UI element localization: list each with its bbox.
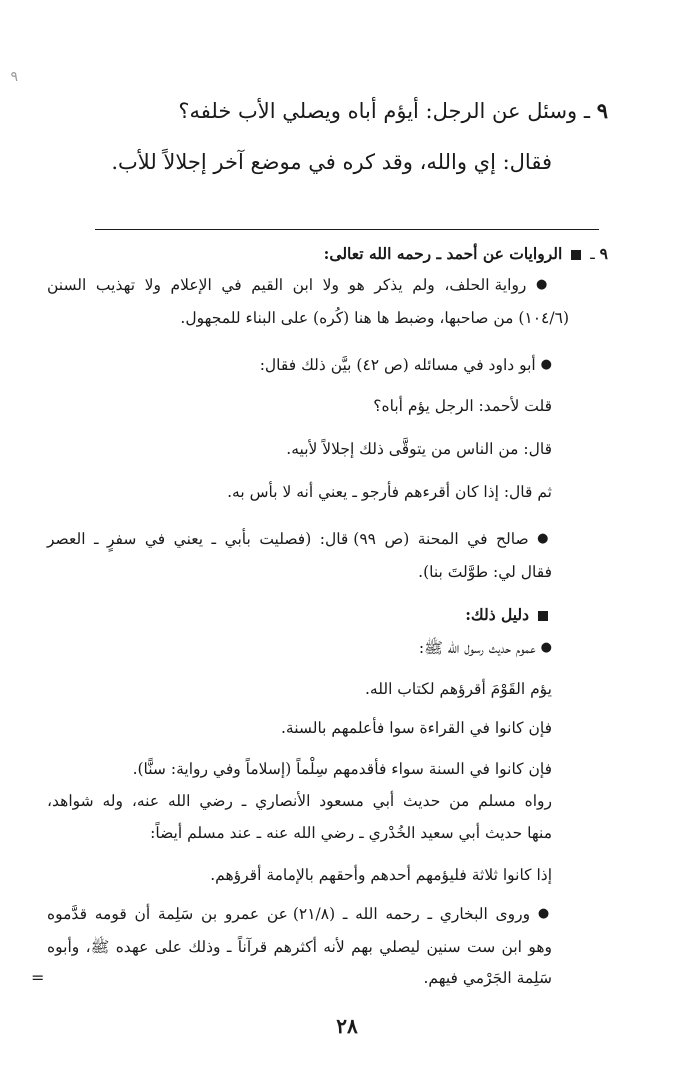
footnote-line-text: صالح في المحنة (ص ٩٩) قال: (فصليت بأبي ـ يعني في سفرٍ ـ العصر [47, 530, 529, 548]
footnote-line: رواه مسلم من حديث أبي مسعود الأنصاري ـ رضي الله عنه، وله شواهد، [47, 792, 552, 810]
footnote-separator [95, 229, 599, 230]
footnote-line: فإن كانوا في السنة سواء فأقدمهم سِلْماً (إسلاماً وفي رواية: سنًّا). [132, 760, 552, 778]
footnote-line: قلت لأحمد: الرجل يؤم أباه؟ [373, 397, 552, 415]
footnote-line [260, 356, 552, 374]
footnote-line: ثم قال: إذا كان أقرءهم فأرجو ـ يعني أنه لا بأس به. [227, 483, 552, 501]
bullet-icon: ● [537, 531, 552, 546]
bullet-icon: ● [540, 640, 552, 655]
continuation-mark: = [31, 968, 45, 987]
footnote-line [47, 276, 552, 294]
corner-mark: ٩ [10, 69, 18, 85]
footnote-line-text: أبو داود في مسائله (ص ٤٢) بيَّن ذلك فقال: [259, 356, 536, 374]
square-marker-icon [571, 250, 581, 260]
evidence-heading [465, 605, 552, 624]
footnote-line: إذا كانوا ثلاثة فليؤمهم أحدهم وأحقهم بالإمامة أقرؤهم. [210, 866, 552, 884]
footnote-line: فإن كانوا في القراءة سوا فأعلمهم بالسنة. [280, 719, 552, 737]
footnote-dash: ـ [590, 245, 595, 263]
evidence-heading-text: دليل ذلك: [465, 605, 530, 624]
footnote-line: منها حديث أبي سعيد الخُدْري ـ رضي الله عنه ـ عند مسلم أيضاً: [150, 824, 552, 842]
square-marker-icon [538, 611, 548, 621]
bullet-icon: ● [536, 277, 552, 292]
footnote-line: قال: من الناس من يتوقَّى ذلك إجلالاً لأبيه. [286, 440, 552, 458]
footnote-heading [324, 244, 608, 263]
page-number: ٢٨ [336, 1014, 358, 1038]
main-question-text: وسئل عن الرجل: أيؤم أباه ويصلي الأب خلفه؟ [178, 99, 578, 123]
bullet-icon: ● [537, 906, 552, 921]
footnote-line: (١٠٤/٦) من صاحبها، وضبط ها هنا (كُره) على البناء للمجهول. [180, 309, 569, 327]
main-question [178, 98, 608, 123]
footnote-line [47, 530, 552, 548]
main-answer: فقال: إي والله، وقد كره في موضع آخر إجلالاً للأب. [111, 150, 552, 174]
footnote-line: فقال لي: طوَّلتَ بنا). [418, 563, 552, 581]
footnote-line: سَلِمة الجَرْمي فيهم. [423, 969, 552, 987]
footnote-heading-text: الروايات عن أحمد ـ رحمه الله تعالى: [323, 244, 563, 263]
footnote-number: ٩ [599, 244, 608, 263]
main-dash: ـ [583, 99, 591, 123]
footnote-line-text: رواية الحلف، ولم يذكر هو ولا ابن القيم في الإعلام ولا تهذيب السنن [47, 276, 527, 294]
footnote-line [419, 638, 552, 661]
footnote-line [47, 905, 552, 923]
footnote-line: وهو ابن ست سنين ليصلي بهم لأنه أكثرهم قرآناً ـ وذلك على عهده ﷺ، وأبوه [47, 938, 552, 956]
footnote-line-text: عموم حديث رسول الله ﷺ: [418, 639, 536, 657]
footnote-line-text: وروى البخاري ـ رحمه الله ـ (٢١/٨) عن عمرو بن سَلِمة أن قومه قدَّموه [47, 905, 531, 923]
main-number: ٩ [596, 98, 608, 123]
bullet-icon: ● [540, 357, 552, 372]
footnote-line: يؤم القَوْمَ أقرؤهم لكتاب الله. [364, 680, 552, 698]
